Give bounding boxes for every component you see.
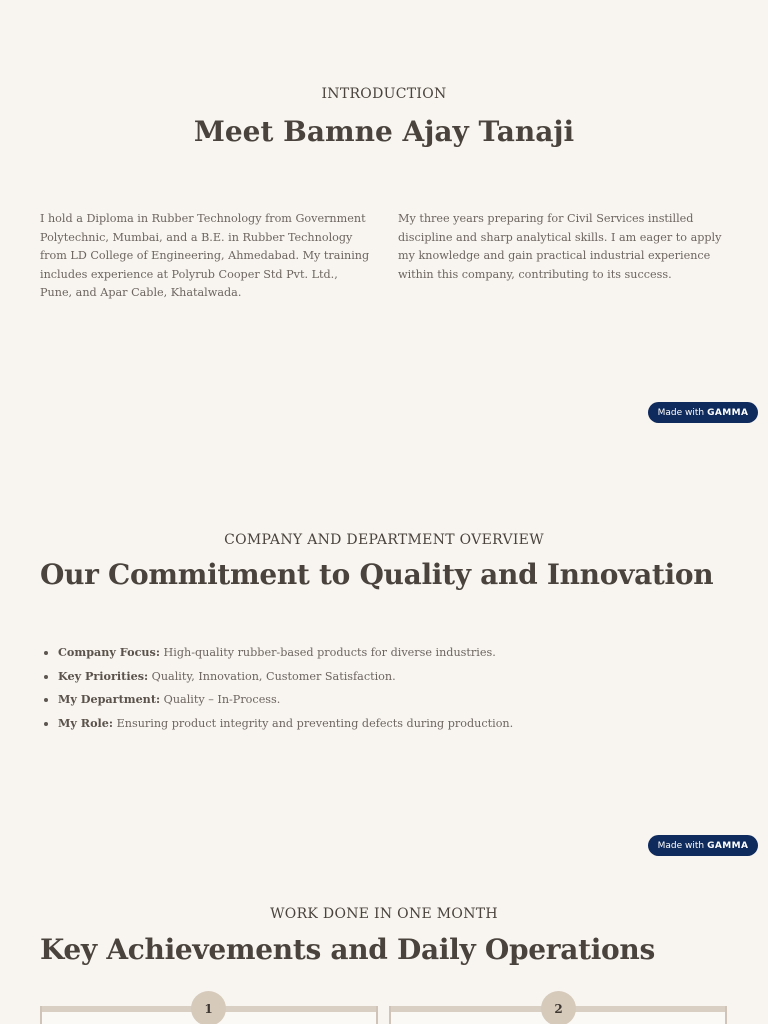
bullet-text: Quality – In-Process. xyxy=(160,693,281,706)
step-number-1: 1 xyxy=(191,991,226,1024)
made-with-gamma-badge[interactable] xyxy=(648,835,758,856)
badge-prefix: Made with xyxy=(657,840,705,851)
intro-left-paragraph: I hold a Diploma in Rubber Technology from Government Polytechnic, Mumbai, and a B.E. in Rubber Technology from LD College of Engineering, Ahmedabad. My training includes experience at Polyrub Cooper Std Pvt. Ltd., Pune, and Apar Cable, Khatalwada. xyxy=(40,212,370,299)
bullet-text: High-quality rubber-based products for diverse industries. xyxy=(159,646,496,659)
slide-company-overview xyxy=(0,428,768,861)
section-eyebrow: COMPANY AND DEPARTMENT OVERVIEW xyxy=(224,532,544,548)
bullet-text: Ensuring product integrity and preventing defects during production. xyxy=(113,716,514,730)
made-with-gamma-badge[interactable] xyxy=(648,402,758,423)
bullet-text: Quality, Innovation, Customer Satisfaction. xyxy=(148,669,396,683)
step-number-2: 2 xyxy=(541,991,576,1024)
gamma-logo: GAMMA xyxy=(707,407,749,418)
intro-right-paragraph: My three years preparing for Civil Services instilled discipline and sharp analytical skills. I am eager to apply my knowledge and gain practical industrial experience within this company, contributing to its success. xyxy=(398,212,722,281)
bullet-label: Company Focus: xyxy=(58,645,160,659)
bullet-my-department xyxy=(40,688,513,712)
gamma-logo: GAMMA xyxy=(707,840,749,851)
badge-prefix: Made with xyxy=(657,407,705,418)
bullet-label: My Role: xyxy=(58,715,114,730)
slide-title: Meet Bamne Ajay Tanaji xyxy=(193,115,575,148)
slide-title: Key Achievements and Daily Operations xyxy=(40,933,655,966)
overview-bullet-list xyxy=(40,641,513,735)
section-eyebrow: INTRODUCTION xyxy=(321,86,447,102)
bullet-my-role xyxy=(40,712,513,736)
slide-work-done xyxy=(0,861,768,1024)
bullet-label: Key Priorities: xyxy=(58,668,149,683)
bullet-key-priorities xyxy=(40,665,513,689)
section-eyebrow: WORK DONE IN ONE MONTH xyxy=(270,906,498,922)
slide-title: Our Commitment to Quality and Innovation xyxy=(40,558,714,591)
slide-introduction xyxy=(0,0,768,428)
bullet-label: My Department: xyxy=(58,692,161,706)
bullet-company-focus xyxy=(40,641,513,665)
